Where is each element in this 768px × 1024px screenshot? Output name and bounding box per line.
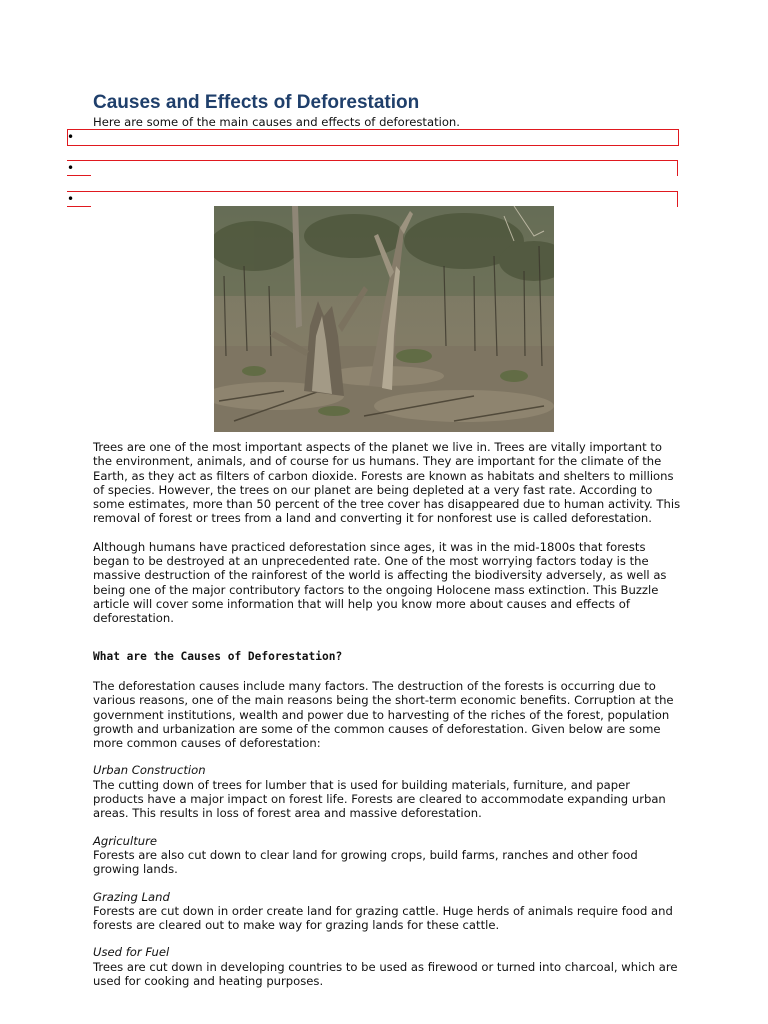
empty-link-box[interactable]: [67, 191, 678, 207]
article-intro: [93, 440, 683, 626]
cause-text: Trees are cut down in developing countries to be used as firewood or turned into charcoal, which are used for cooking and heating purposes.: [93, 959, 678, 989]
page-title: Causes and Effects of Deforestation: [93, 92, 420, 113]
cause-text: Forests are also cut down to clear land for growing crops, build farms, ranches and other food growing lands.: [93, 847, 638, 877]
cause-item: [93, 890, 683, 933]
cause-text: The cutting down of trees for lumber that is used for building materials, furniture, and paper products have a major impact on forest life. Forests are cleared to accommodate expanding urban areas. This results in loss of forest area and massive deforestation.: [93, 777, 666, 821]
causes-heading: What are the Causes of Deforestation?: [93, 650, 343, 663]
cause-title: Grazing Land: [93, 889, 170, 904]
paragraph: Trees are one of the most important aspects of the planet we live in. Trees are vitally important to the environment, animals, and of course for us humans. They are important for the climate of the Earth, as they act as filters of carbon dioxide. Forests are known as habitats and shelters to millions of species. However, the trees on our planet are being depleted at a very fast rate. According to some estimates, more than 50 percent of the tree cover has disappeared due to human activity. This removal of forest or trees from a land and converting it for nonforest use is called deforestation.: [93, 440, 681, 526]
link-underline: [67, 175, 91, 176]
link-underline: [67, 206, 91, 207]
cause-item: [93, 834, 683, 877]
paragraph: Although humans have practiced deforestation since ages, it was in the mid-1800s that forests began to be destroyed at an unprecedented rate. One of the most worrying factors today is the massive destruction of the rainforest of the world is affecting the biodiversity adversely, as well as being one of the major contributory factors to the ongoing Holocene mass extinction. This Buzzle article will cover some information that will help you know more about causes and effects of deforestation.: [93, 539, 667, 626]
intro-text: Here are some of the main causes and effects of deforestation.: [93, 115, 460, 129]
cause-title: Used for Fuel: [93, 945, 170, 960]
causes-intro: The deforestation causes include many factors. The destruction of the forests is occurring due to various reasons, one of the main reasons being the short-term economic benefits. Corruption at the government institutions, wealth and power due to harvesting of the riches of the forest, population growth and urbanization are some of the common causes of deforestation. Given below are some more common causes of deforestation:: [93, 679, 674, 751]
bullet-item: [67, 160, 679, 176]
bullet-dot-icon: •: [67, 130, 75, 144]
bullet-item: [67, 129, 679, 145]
deforestation-photo: [214, 206, 554, 432]
empty-link-box[interactable]: [67, 160, 678, 176]
bullet-dot-icon: •: [67, 161, 75, 175]
cause-item: [93, 945, 683, 988]
cause-item: [93, 763, 683, 820]
empty-link-box[interactable]: [67, 129, 679, 146]
bullet-dot-icon: •: [67, 192, 75, 206]
causes-section: [93, 679, 683, 988]
bullet-item: [67, 191, 679, 207]
cause-text: Forests are cut down in order create land for grazing cattle. Huge herds of animals require food and forests are cleared out to make way for grazing lands for these cattle.: [93, 903, 673, 933]
cause-title: Urban Construction: [93, 763, 206, 778]
cause-title: Agriculture: [93, 833, 158, 848]
